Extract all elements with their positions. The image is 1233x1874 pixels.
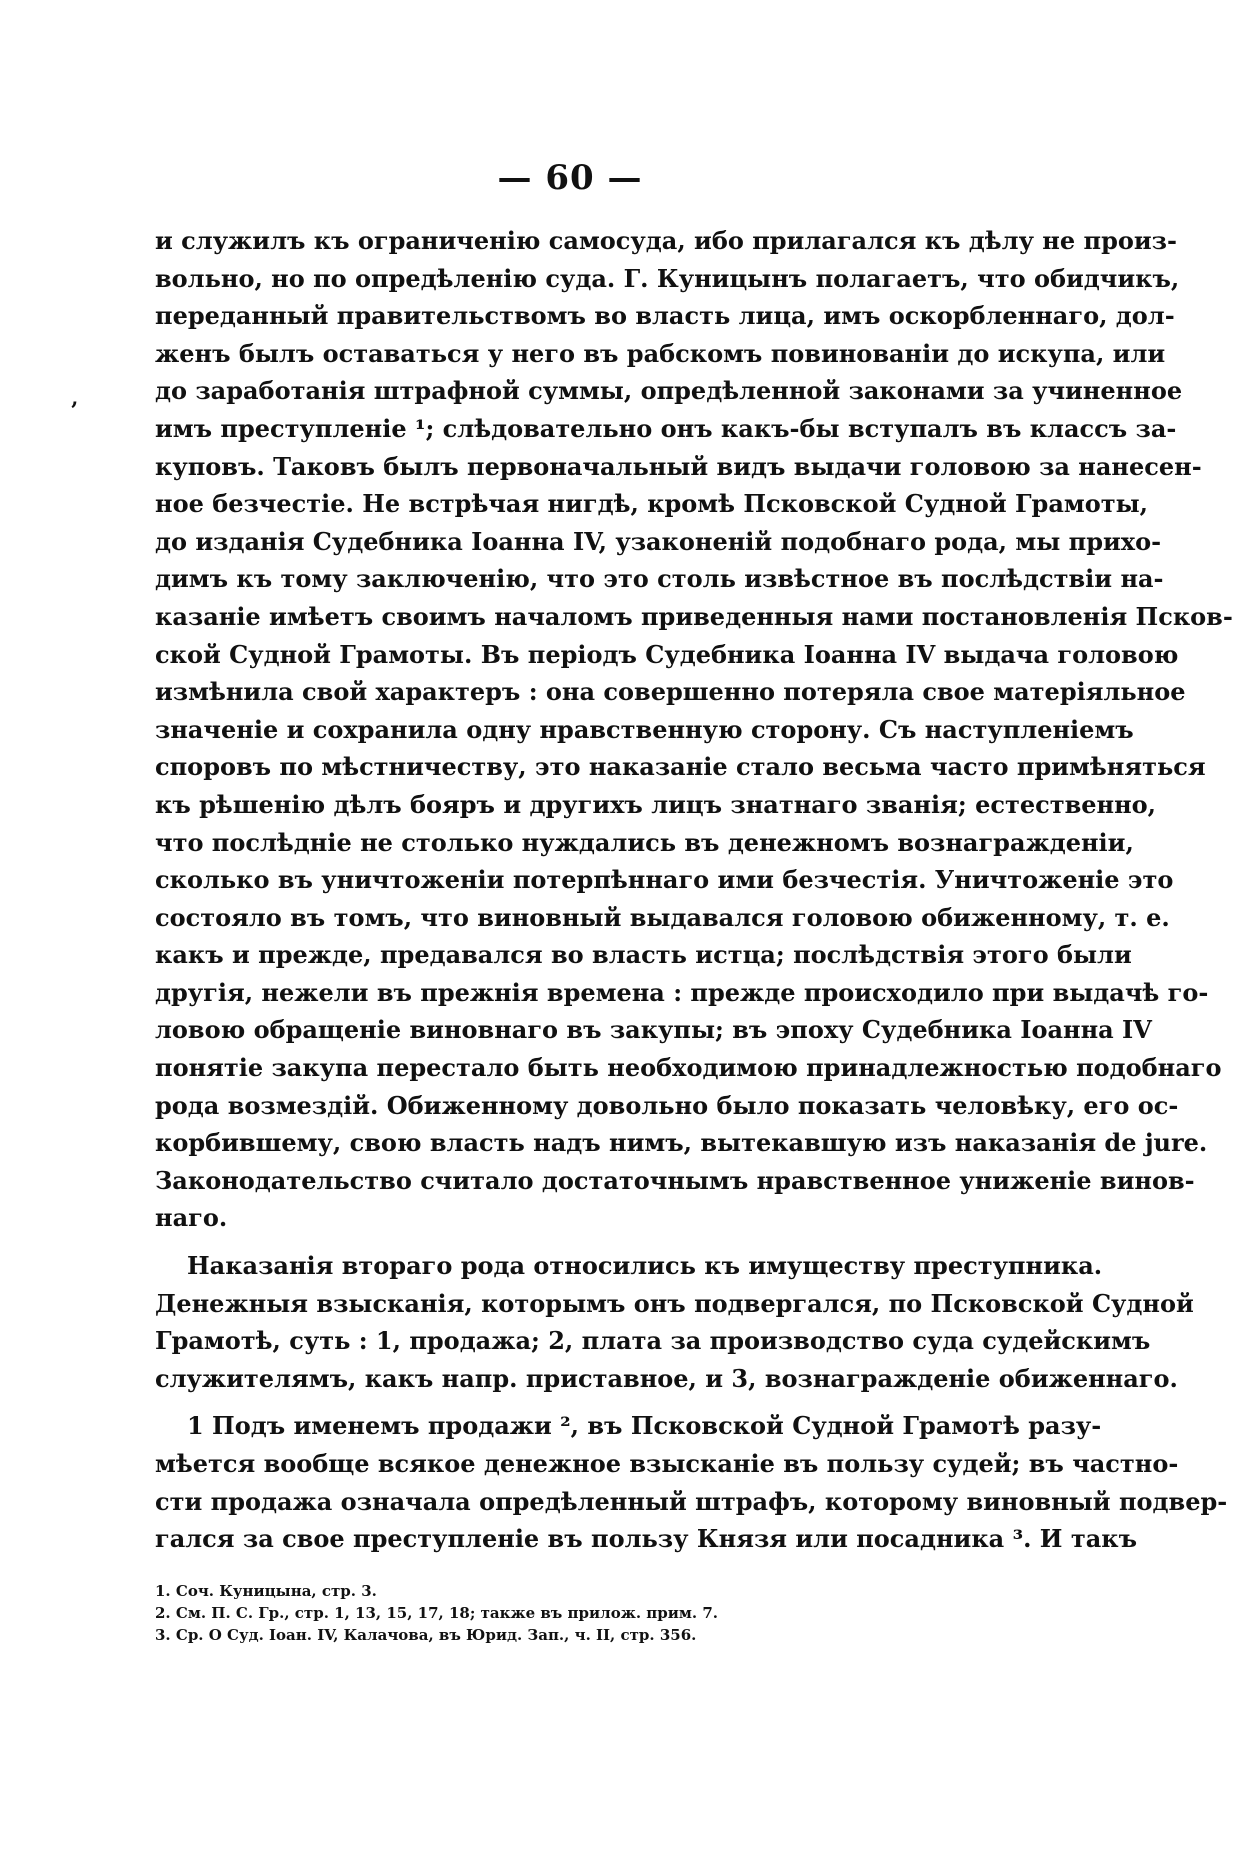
text-line: Наказанія втораго рода относились къ имуществу преступника. [187,1251,1103,1281]
paragraph-3 [155,1407,1228,1557]
text-line: Денежныя взысканія, которымъ онъ подвергался, по Псковской Судной [155,1288,1194,1318]
text-line: сколько въ уничтоженіи потерпѣннаго ими безчестія. Уничтоженіе это [155,865,1174,895]
text-line: женъ былъ оставаться у него въ рабскомъ повинованіи до искупа, или [155,338,1166,368]
text-line: ное безчестіе. Не встрѣчая нигдѣ, кромѣ Псковской Судной Грамоты, [155,489,1149,519]
text-line: гался за свое преступленіе въ пользу Князя или посадника ³. И такъ [155,1524,1137,1554]
paragraph-2 [155,1247,1194,1397]
footnote-1: 1. Соч. Куницына, стр. 3. [155,1582,377,1600]
text-line: Законодательство считало достаточнымъ нравственное униженіе винов- [155,1165,1195,1195]
text-line: что послѣдніе не столько нуждались въ денежномъ вознагражденіи, [155,827,1134,857]
text-line: измѣнила свой характеръ : она совершенно потеряла свое матеріяльное [155,677,1186,707]
text-line: 1 Подъ именемъ продажи ², въ Псковской Судной Грамотѣ разу- [187,1411,1102,1441]
text-line: понятіе закупа перестало быть необходимою принадлежностью подобнаго [155,1053,1222,1083]
text-line: къ рѣшенію дѣлъ бояръ и другихъ лицъ знатнаго званія; естественно, [155,789,1157,819]
text-line: Грамотѣ, суть : 1, продажа; 2, плата за производство суда судейскимъ [155,1326,1151,1356]
text-line: до заработанія штрафной суммы, опредѣленной законами за учиненное [155,376,1183,406]
text-line: какъ и прежде, предавался во власть истца; послѣдствія этого были [155,940,1132,970]
text-line: переданный правительствомъ во власть лица, имъ оскорбленнаго, дол- [155,301,1175,331]
body-text [155,222,1233,1558]
text-line: состояло въ томъ, что виновный выдавался головою обиженному, т. е. [155,902,1170,932]
footnote-3: 3. Ср. О Суд. Іоан. IV, Калачова, въ Юрид. Зап., ч. II, стр. 356. [155,1626,697,1644]
text-line: казаніе имѣетъ своимъ началомъ приведенныя нами постановленія Псков- [155,601,1233,631]
page-number: — 60 — [497,158,643,198]
text-line: корбившему, свою власть надъ нимъ, вытекавшую изъ наказанія de jure. [155,1128,1208,1158]
text-line: куповъ. Таковъ былъ первоначальный видъ выдачи головою за нанесен- [155,451,1202,481]
text-line: споровъ по мѣстничеству, это наказаніе стало весьма часто примѣняться [155,752,1206,782]
text-line: другія, нежели въ прежнія времена : прежде происходило при выдачѣ го- [155,977,1209,1007]
footnote-2: 2. См. П. С. Гр., стр. 1, 13, 15, 17, 18; также въ прилож. прим. 7. [155,1604,719,1622]
text-line: наго. [155,1203,228,1233]
text-line: ловою обращеніе виновнаго въ закупы; въ эпоху Судебника Іоанна IV [155,1015,1152,1045]
text-line: димъ къ тому заключенію, что это столь извѣстное въ послѣдствіи на- [155,564,1164,594]
text-line: имъ преступленіе ¹; слѣдовательно онъ какъ-бы вступалъ въ классъ за- [155,413,1177,443]
text-line: ской Судной Грамоты. Въ періодъ Судебника Іоанна IV выдача головою [155,639,1179,669]
text-line: сти продажа означала опредѣленный штрафъ, которому виновный подвер- [155,1486,1228,1516]
text-line: вольно, но по опредѣленію суда. Г. Куницынъ полагаетъ, что обидчикъ, [155,263,1180,293]
text-line: значеніе и сохранила одну нравственную сторону. Съ наступленіемъ [155,714,1134,744]
text-line: мѣется вообще всякое денежное взысканіе въ пользу судей; въ частно- [155,1449,1179,1478]
margin-mark: ʼ [70,398,78,424]
footnotes [155,1580,995,1646]
text-line: и служилъ къ ограниченію самосуда, ибо прилагался къ дѣлу не произ- [155,226,1177,255]
paragraph-1 [155,222,1233,1237]
text-line: до изданія Судебника Іоанна IV, узаконеній подобнаго рода, мы прихо- [155,526,1162,556]
text-line: служителямъ, какъ напр. приставное, и 3, вознагражденіе обиженнаго. [155,1363,1178,1393]
text-line: рода возмездій. Обиженному довольно было показать человѣку, его ос- [155,1090,1179,1120]
